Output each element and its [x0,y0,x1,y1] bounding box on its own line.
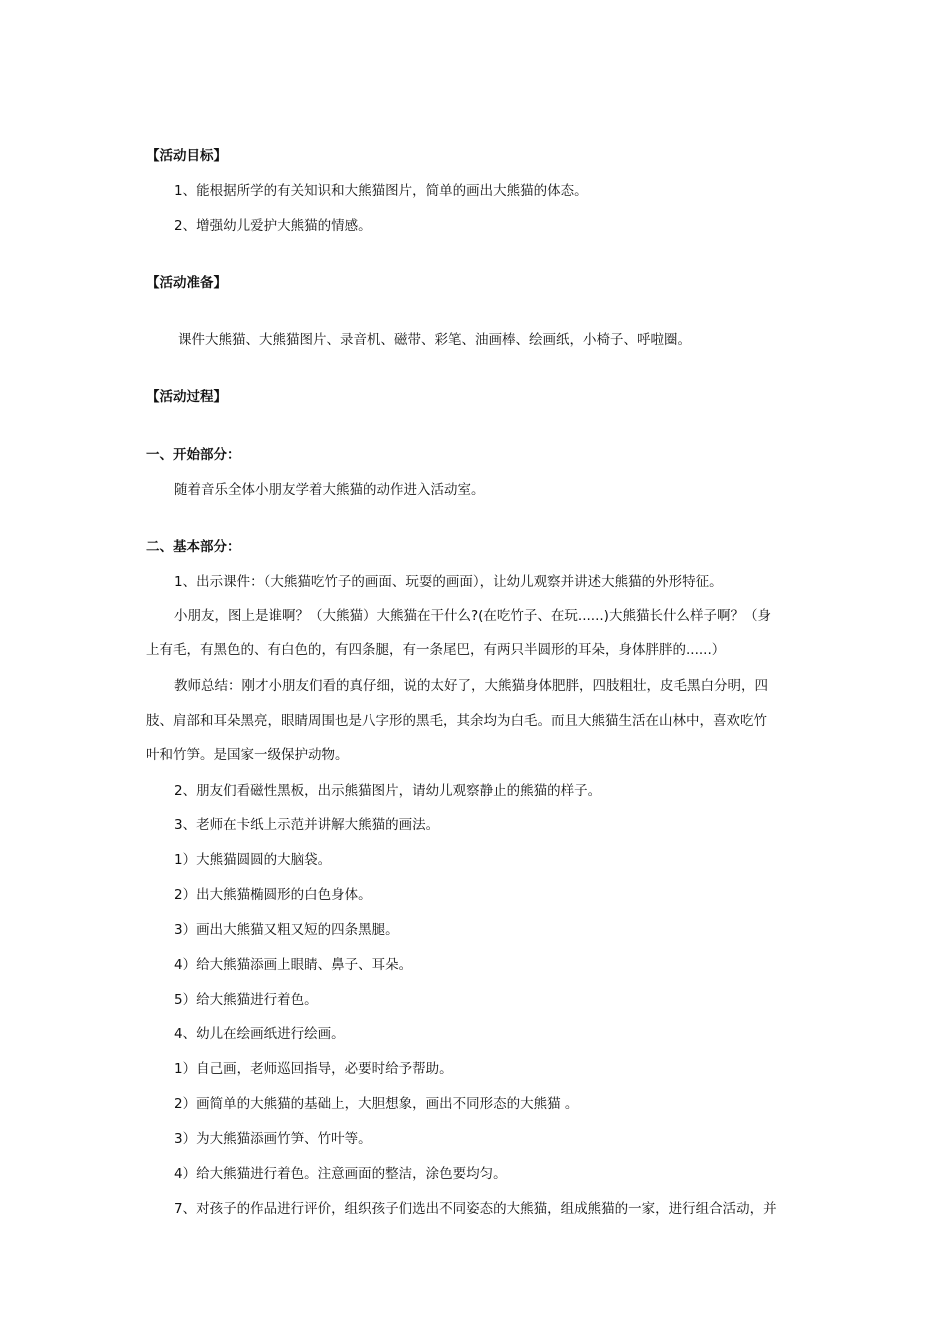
summary-line-1: 教师总结：刚才小朋友们看的真仔细，说的太好了，大熊猫身体肥胖，四肢粗壮，皮毛黑白分明，四 [174,678,768,694]
goal-item-1: 1、能根据所学的有关知识和大熊猫图片，简单的画出大熊猫的体态。 [174,183,588,199]
heading-part-two: 二、基本部分： [146,539,241,555]
draw-step-item: 5）给大熊猫进行着色。 [174,992,318,1008]
heading-activity-goal: 【活动目标】 [146,148,227,164]
painting-step-item: 2）画简单的大熊猫的基础上，大胆想象，画出不同形态的大熊猫 。 [174,1096,579,1112]
draw-step-item: 1）大熊猫圆圆的大脑袋。 [174,852,332,868]
draw-step-item: 2）出大熊猫椭圆形的白色身体。 [174,887,372,903]
summary-line-2: 肢、肩部和耳朵黑亮，眼睛周围也是八字形的黑毛，其余均为白毛。而且大熊猫生活在山林中，喜欢吃竹 [146,713,767,729]
heading-part-one: 一、开始部分： [146,447,241,463]
painting-step-item: 1）自己画，老师巡回指导，必要时给予帮助。 [174,1061,453,1077]
summary-line-3: 叶和竹笋。是国家一级保护动物。 [146,747,349,763]
painting-step-item: 4）给大熊猫进行着色。注意画面的整洁，涂色要均匀。 [174,1166,507,1182]
part-two-step-1: 1、出示课件：（大熊猫吃竹子的画面、玩耍的画面），让幼儿观察并讲述大熊猫的外形特征。 [174,574,723,590]
draw-step-item: 3）画出大熊猫又粗又短的四条黑腿。 [174,922,399,938]
heading-activity-process: 【活动过程】 [146,389,227,405]
goal-item-2: 2、增强幼儿爱护大熊猫的情感。 [174,218,372,234]
part-two-step-3: 3、老师在卡纸上示范并讲解大熊猫的画法。 [174,817,440,833]
heading-activity-prep: 【活动准备】 [146,275,227,291]
painting-step-item: 3）为大熊猫添画竹笋、竹叶等。 [174,1131,372,1147]
draw-step-item: 4）给大熊猫添画上眼睛、鼻子、耳朵。 [174,957,413,973]
part-two-step-7: 7、对孩子的作品进行评价，组织孩子们选出不同姿态的大熊猫，组成熊猫的一家，进行组合活动，并 [174,1201,777,1217]
part-two-step-4: 4、幼儿在绘画纸进行绘画。 [174,1026,345,1042]
prep-text: 课件大熊猫、大熊猫图片、录音机、磁带、彩笔、油画棒、绘画纸，小椅子、呼啦圈。 [178,332,691,348]
part-one-text: 随着音乐全体小朋友学着大熊猫的动作进入活动室。 [174,482,485,498]
part-two-step-2: 2、朋友们看磁性黑板，出示熊猫图片，请幼儿观察静止的熊猫的样子。 [174,783,602,799]
dialog-line-1: 小朋友，图上是谁啊？（大熊猫）大熊猫在干什么?(在吃竹子、在玩......)大熊猫长什么样子啊？（身 [174,608,771,624]
dialog-line-2: 上有毛，有黑色的、有白色的，有四条腿，有一条尾巴，有两只半圆形的耳朵，身体胖胖的......） [146,642,726,658]
